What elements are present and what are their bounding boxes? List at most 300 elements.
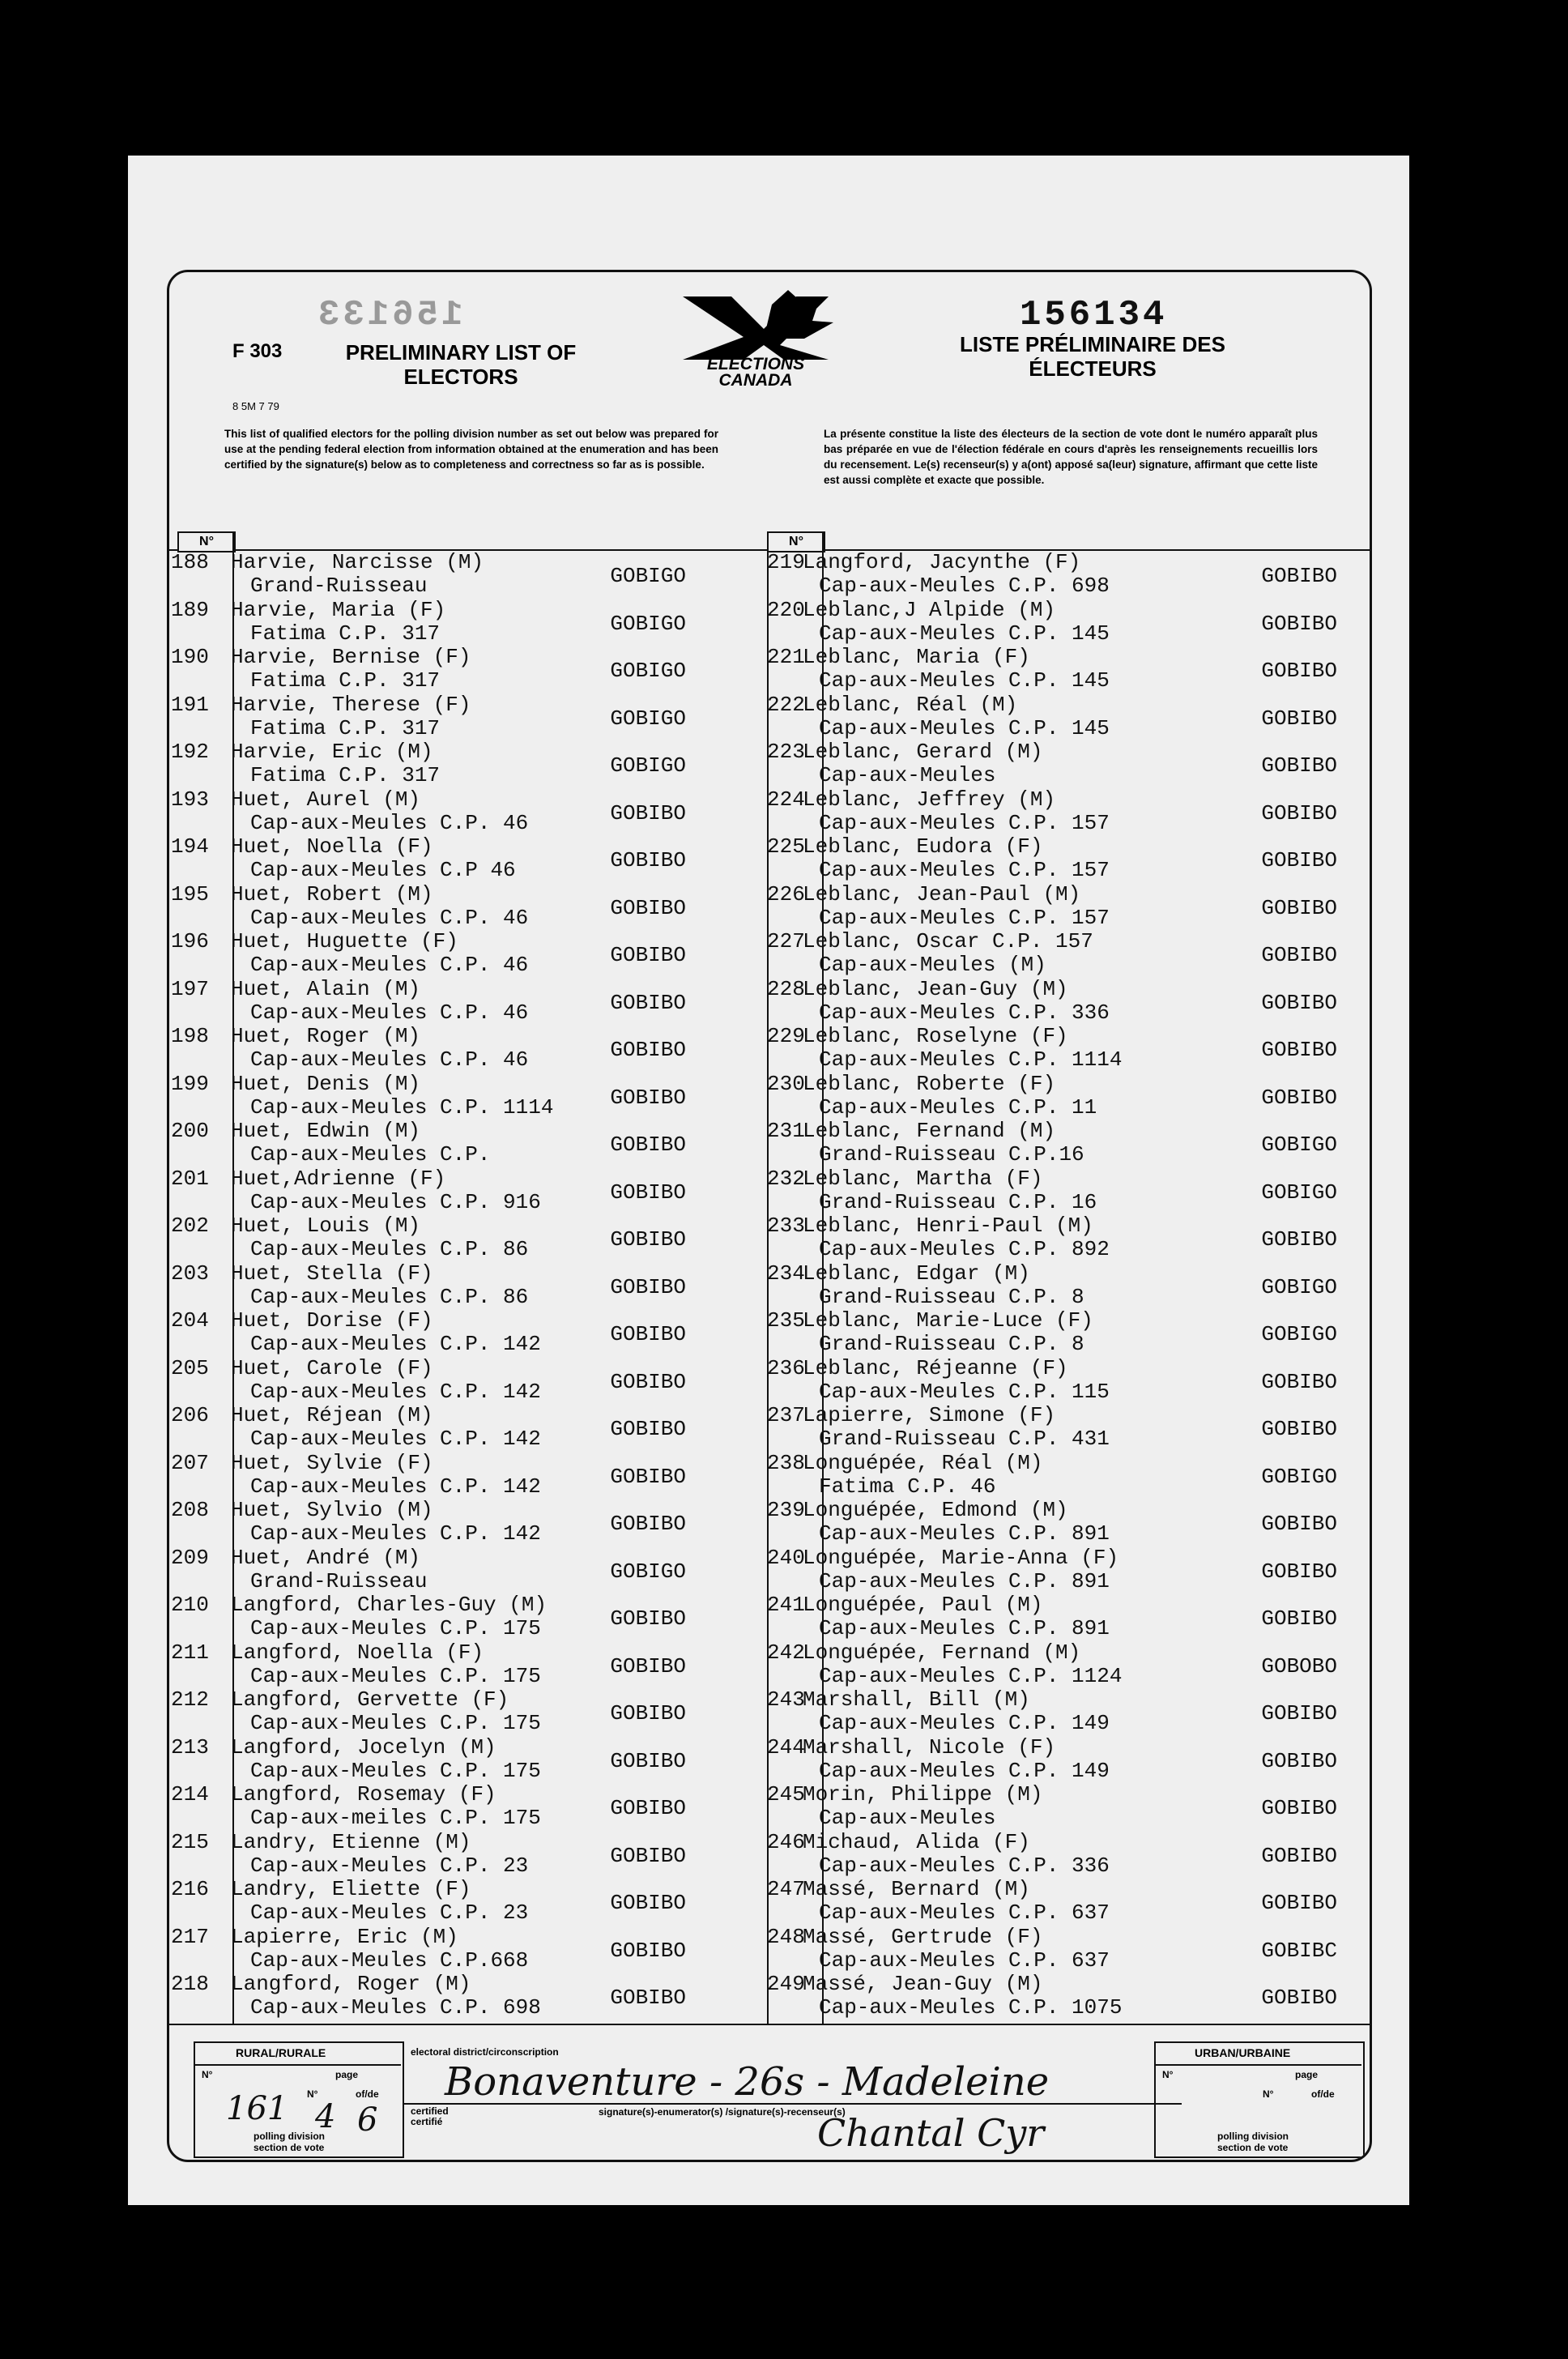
elector-number: 217 bbox=[171, 1924, 209, 1949]
elector-address: Cap-aux-Meules C.P. bbox=[250, 1142, 491, 1167]
elector-name: Massé, Bernard (M) bbox=[803, 1877, 1030, 1901]
urban-no-label: N° bbox=[1162, 2069, 1174, 2080]
certified-label: certified certifié bbox=[411, 2105, 449, 2127]
rural-section-de-vote: section de vote bbox=[254, 2142, 325, 2153]
elector-postal-code: GOBIBO bbox=[1261, 1369, 1337, 1394]
elector-row bbox=[767, 1498, 1370, 1546]
elector-number: 193 bbox=[171, 787, 209, 812]
elector-number: 232 bbox=[767, 1166, 805, 1191]
polling-division-number: 161 bbox=[226, 2090, 288, 2127]
elector-postal-code: GOBIBO bbox=[1261, 1748, 1337, 1773]
elector-number: 240 bbox=[767, 1545, 805, 1570]
elector-name: Leblanc, Fernand (M) bbox=[803, 1119, 1056, 1143]
elector-row bbox=[169, 1452, 767, 1499]
elector-row bbox=[169, 1262, 767, 1309]
elector-name: Langford, Roger (M) bbox=[231, 1972, 471, 1996]
elector-name: Leblanc, Réal (M) bbox=[803, 692, 1018, 717]
elector-address: Cap-aux-Meules C.P. 142 bbox=[250, 1474, 541, 1499]
elector-row bbox=[767, 645, 1370, 693]
elector-number: 221 bbox=[767, 645, 805, 669]
elector-postal-code: GOBOBO bbox=[1261, 1653, 1337, 1679]
elector-number: 243 bbox=[767, 1687, 805, 1712]
elector-row bbox=[767, 1119, 1370, 1167]
elector-address: Cap-aux-Meules C.P. 891 bbox=[819, 1616, 1110, 1640]
elector-address: Cap-aux-Meules C.P. 86 bbox=[250, 1237, 529, 1261]
elector-row bbox=[767, 1071, 1370, 1120]
elector-address: Cap-aux-Meules C.P.668 bbox=[250, 1947, 529, 1973]
elector-name: Landry, Eliette (F) bbox=[231, 1877, 471, 1901]
elector-number: 199 bbox=[171, 1071, 209, 1096]
elector-number: 226 bbox=[767, 881, 805, 906]
elector-address: Fatima C.P. 317 bbox=[250, 763, 441, 787]
elector-address: Cap-aux-Meules C.P. 891 bbox=[819, 1521, 1110, 1546]
logo-text-canada: CANADA bbox=[718, 371, 793, 390]
rural-of-label: of/de bbox=[356, 2088, 379, 2100]
district-rule bbox=[404, 2103, 1182, 2105]
elector-name: Leblanc, Eudora (F) bbox=[803, 834, 1043, 859]
elector-postal-code: GOBIBO bbox=[610, 1369, 686, 1394]
elector-number: 190 bbox=[171, 645, 209, 669]
elector-row bbox=[169, 1688, 767, 1735]
elector-name: Langford, Noella (F) bbox=[231, 1640, 484, 1665]
elector-row bbox=[767, 1924, 1370, 1973]
elector-address: Cap-aux-Meules C.P. 142 bbox=[250, 1521, 541, 1546]
elector-number: 237 bbox=[767, 1403, 805, 1427]
elector-postal-code: GOBIBO bbox=[1261, 1843, 1337, 1868]
elector-address: Cap-aux-Meules C.P. 46 bbox=[250, 905, 529, 930]
elector-name: Marshall, Nicole (F) bbox=[803, 1734, 1056, 1760]
elector-name: Leblanc, Réjeanne (F) bbox=[803, 1355, 1068, 1380]
elector-number: 191 bbox=[171, 692, 209, 717]
elector-row bbox=[767, 740, 1370, 787]
elector-row bbox=[169, 1926, 767, 1973]
elector-row bbox=[767, 1972, 1370, 2020]
rural-no-label: N° bbox=[202, 2069, 213, 2080]
elector-number: 223 bbox=[767, 740, 805, 764]
logo-text-elections: ELECTIONS bbox=[706, 355, 805, 373]
elector-number: 192 bbox=[171, 740, 209, 764]
elector-row bbox=[169, 1167, 767, 1214]
elector-name: Leblanc, Roberte (F) bbox=[803, 1071, 1056, 1096]
elector-postal-code: GOBIBO bbox=[1261, 1038, 1337, 1062]
elector-row bbox=[169, 788, 767, 835]
elector-postal-code: GOBIBO bbox=[1261, 1417, 1337, 1441]
elector-address: Cap-aux-Meules C.P. 698 bbox=[819, 574, 1110, 598]
elector-row bbox=[767, 1640, 1370, 1688]
elector-number: 215 bbox=[171, 1829, 209, 1854]
elector-number: 234 bbox=[767, 1261, 805, 1286]
elector-address: Cap-aux-Meules C.P. 23 bbox=[250, 1853, 529, 1878]
right-electors-column bbox=[767, 550, 1370, 2024]
serial-number: 156134 bbox=[1020, 295, 1168, 335]
elector-row bbox=[169, 883, 767, 930]
logo-text bbox=[675, 356, 837, 389]
elector-row bbox=[767, 1261, 1370, 1309]
elector-name: Huet, Robert (M) bbox=[231, 881, 433, 906]
elector-address: Cap-aux-Meules C.P. 336 bbox=[819, 1853, 1110, 1878]
elector-name: Longuépée, Edmond (M) bbox=[803, 1498, 1068, 1522]
elector-postal-code: GOBIGO bbox=[1261, 1464, 1337, 1489]
elector-name: Harvie, Therese (F) bbox=[231, 692, 471, 717]
elector-name: Huet, Carole (F) bbox=[231, 1355, 433, 1380]
elector-postal-code: GOBIBO bbox=[1261, 848, 1337, 872]
elector-name: Leblanc, Jean-Guy (M) bbox=[803, 976, 1068, 1001]
elector-number: 196 bbox=[171, 929, 209, 953]
elector-name: Leblanc, Edgar (M) bbox=[803, 1261, 1030, 1286]
elector-row bbox=[169, 646, 767, 693]
elector-name: Huet, Sylvie (F) bbox=[231, 1450, 433, 1475]
elector-row bbox=[767, 1782, 1370, 1830]
elector-postal-code: GOBIBO bbox=[610, 1891, 686, 1915]
electors-form bbox=[167, 270, 1372, 2162]
elector-name: Leblanc, Roselyne (F) bbox=[803, 1024, 1068, 1048]
elector-name: Huet, Huguette (F) bbox=[231, 929, 458, 953]
elector-postal-code: GOBIBC bbox=[1261, 1938, 1337, 1963]
elector-number: 242 bbox=[767, 1640, 805, 1665]
elector-number: 210 bbox=[171, 1593, 209, 1617]
elector-number: 214 bbox=[171, 1782, 209, 1807]
elector-address: Cap-aux-Meules C.P. 115 bbox=[819, 1379, 1110, 1404]
elector-row bbox=[767, 1403, 1370, 1451]
elector-postal-code: GOBIBO bbox=[1261, 1512, 1337, 1536]
elector-address: Cap-aux-Meules C.P. 11 bbox=[819, 1094, 1097, 1120]
elector-number: 225 bbox=[767, 834, 805, 859]
elector-number: 224 bbox=[767, 787, 805, 812]
elector-address: Fatima C.P. 46 bbox=[819, 1474, 996, 1499]
rural-label: RURAL/RURALE bbox=[236, 2046, 326, 2059]
elector-postal-code: GOBIBO bbox=[610, 1701, 686, 1726]
elector-row bbox=[767, 1166, 1370, 1214]
elector-address: Cap-aux-Meules C.P. 46 bbox=[250, 810, 529, 835]
elector-postal-code: GOBIBO bbox=[1261, 1606, 1337, 1631]
elector-number: 211 bbox=[171, 1640, 209, 1665]
elector-name: Langford, Gervette (F) bbox=[231, 1687, 509, 1712]
elector-number: 200 bbox=[171, 1119, 209, 1143]
sub-code: 8 5M 7 79 bbox=[232, 400, 279, 412]
elector-postal-code: GOBIBO bbox=[1261, 753, 1337, 778]
elector-postal-code: GOBIBO bbox=[1261, 659, 1337, 683]
elector-row bbox=[169, 693, 767, 740]
elector-number: 202 bbox=[171, 1214, 209, 1238]
elector-row bbox=[767, 1877, 1370, 1925]
elector-number: 222 bbox=[767, 692, 805, 717]
elector-row bbox=[767, 1024, 1370, 1072]
elector-address: Grand-Ruisseau C.P. 8 bbox=[819, 1284, 1084, 1309]
elector-name: Huet, Roger (M) bbox=[231, 1024, 421, 1048]
elector-postal-code: GOBIGO bbox=[610, 564, 686, 588]
elector-name: Longuépée, Fernand (M) bbox=[803, 1640, 1081, 1665]
elector-postal-code: GOBIBO bbox=[610, 1843, 686, 1868]
elector-address: Cap-aux-meiles C.P. 175 bbox=[250, 1806, 541, 1830]
elector-name: Massé, Gertrude (F) bbox=[803, 1924, 1043, 1949]
elector-postal-code: GOBIBO bbox=[610, 1038, 686, 1062]
elector-address: Cap-aux-Meules C.P. 157 bbox=[819, 905, 1110, 930]
elector-name: Leblanc, Marie-Luce (F) bbox=[803, 1308, 1093, 1333]
elector-number: 220 bbox=[767, 597, 805, 622]
elector-number: 244 bbox=[767, 1734, 805, 1760]
paragraph-french: La présente constitue la liste des électeurs de la section de vote dont le numéro apparaît plus bas préparée en vue de l'élection fédérale en cours d'après les renseignements recueillis lors du recensement. Le(s) recenseur(s) y a(ont) apposé sa(leur) signature, affirmant que cette liste est aussi complète et exacte que possible. bbox=[824, 428, 1318, 486]
elector-address: Cap-aux-Meules C.P. 149 bbox=[819, 1758, 1110, 1783]
signature-label: signature(s)-enumerator(s) /signature(s)-recenseur(s) bbox=[599, 2106, 846, 2118]
elector-postal-code: GOBIGO bbox=[610, 659, 686, 683]
elector-row bbox=[767, 976, 1370, 1025]
elector-postal-code: GOBIBO bbox=[1261, 564, 1337, 588]
elector-postal-code: GOBIBO bbox=[610, 1748, 686, 1773]
elector-name: Leblanc, Oscar C.P. 157 bbox=[803, 929, 1093, 953]
elector-number: 227 bbox=[767, 929, 805, 953]
elector-name: Huet, Edwin (M) bbox=[231, 1119, 421, 1143]
elector-row bbox=[767, 1734, 1370, 1783]
elector-number: 228 bbox=[767, 976, 805, 1001]
elector-postal-code: GOBIBO bbox=[1261, 990, 1337, 1015]
elector-name: Huet, Alain (M) bbox=[231, 976, 421, 1001]
elector-address: Cap-aux-Meules C.P. 46 bbox=[250, 1000, 529, 1025]
elector-row bbox=[169, 835, 767, 882]
electoral-district-handwritten: Bonaventure - 26s - Madeleine bbox=[445, 2059, 1050, 2105]
mirrored-serial-number: 156133 bbox=[315, 295, 463, 335]
elector-name: Langford, Charles-Guy (M) bbox=[231, 1593, 548, 1617]
electoral-district-label: electoral district/circonscription bbox=[411, 2046, 559, 2058]
elector-number: 198 bbox=[171, 1024, 209, 1048]
elector-postal-code: GOBIBO bbox=[1261, 611, 1337, 636]
column-header-no-left: N° bbox=[177, 531, 236, 552]
elector-row bbox=[767, 1687, 1370, 1735]
elector-name: Huet,Adrienne (F) bbox=[231, 1166, 446, 1191]
rural-no-small: N° bbox=[307, 2088, 318, 2100]
elector-postal-code: GOBIBO bbox=[610, 1464, 686, 1489]
elector-address: Grand-Ruisseau C.P. 8 bbox=[819, 1332, 1084, 1356]
elector-name: Huet, Sylvio (M) bbox=[231, 1498, 433, 1522]
elector-postal-code: GOBIBO bbox=[1261, 895, 1337, 920]
elector-row bbox=[767, 1308, 1370, 1356]
elector-address: Cap-aux-Meules C.P. 157 bbox=[819, 858, 1110, 882]
elector-address: Cap-aux-Meules C.P. 175 bbox=[250, 1758, 541, 1783]
elector-row bbox=[169, 1357, 767, 1404]
elector-number: 205 bbox=[171, 1355, 209, 1380]
elector-address: Cap-aux-Meules C.P 46 bbox=[250, 858, 516, 882]
elector-row bbox=[169, 1404, 767, 1451]
elector-postal-code: GOBIBO bbox=[1261, 706, 1337, 731]
elector-row bbox=[169, 599, 767, 646]
urban-section-de-vote: section de vote bbox=[1217, 2142, 1289, 2153]
elector-address: Cap-aux-Meules C.P. 145 bbox=[819, 715, 1110, 740]
elector-number: 246 bbox=[767, 1829, 805, 1854]
elector-postal-code: GOBIBO bbox=[610, 1512, 686, 1536]
elector-number: 213 bbox=[171, 1734, 209, 1760]
elector-postal-code: GOBIBO bbox=[610, 1417, 686, 1441]
rural-rule bbox=[194, 2064, 401, 2066]
elector-postal-code: GOBIBO bbox=[610, 943, 686, 967]
elector-name: Harvie, Eric (M) bbox=[231, 740, 433, 764]
elector-row bbox=[767, 692, 1370, 740]
elector-row bbox=[169, 1073, 767, 1120]
elector-address: Fatima C.P. 317 bbox=[250, 715, 441, 740]
elector-postal-code: GOBIGO bbox=[1261, 1133, 1337, 1157]
elector-row bbox=[767, 1450, 1370, 1499]
elector-postal-code: GOBIBO bbox=[1261, 943, 1337, 967]
elector-row bbox=[169, 1309, 767, 1356]
elector-address: Cap-aux-Meules C.P. 916 bbox=[250, 1189, 541, 1214]
elector-address: Cap-aux-Meules C.P. 637 bbox=[819, 1947, 1110, 1973]
elector-postal-code: GOBIGO bbox=[1261, 1180, 1337, 1205]
elections-canada-logo bbox=[675, 288, 837, 402]
elector-name: Harvie, Maria (F) bbox=[231, 597, 446, 622]
elector-name: Lapierre, Eric (M) bbox=[231, 1924, 458, 1949]
elector-address: Cap-aux-Meules C.P. 891 bbox=[819, 1568, 1110, 1593]
elector-address: Cap-aux-Meules C.P. 46 bbox=[250, 1047, 529, 1072]
elector-number: 189 bbox=[171, 597, 209, 622]
elector-number: 194 bbox=[171, 834, 209, 859]
elector-postal-code: GOBIBO bbox=[610, 990, 686, 1015]
elector-address: Grand-Ruisseau C.P. 16 bbox=[819, 1189, 1097, 1214]
elector-number: 212 bbox=[171, 1687, 209, 1712]
elector-number: 239 bbox=[767, 1498, 805, 1522]
elector-postal-code: GOBIBO bbox=[610, 1606, 686, 1631]
enumerator-signature: Chantal Cyr bbox=[817, 2111, 1045, 2155]
elector-address: Cap-aux-Meules C.P. 142 bbox=[250, 1332, 541, 1356]
elector-postal-code: GOBIBO bbox=[610, 800, 686, 825]
elector-address: Cap-aux-Meules C.P. 142 bbox=[250, 1379, 541, 1404]
elector-row bbox=[169, 1641, 767, 1688]
elector-row bbox=[169, 551, 767, 598]
elector-postal-code: GOBIBO bbox=[610, 1653, 686, 1679]
elector-name: Leblanc, Maria (F) bbox=[803, 645, 1030, 669]
elector-row bbox=[169, 1025, 767, 1072]
elector-name: Massé, Jean-Guy (M) bbox=[803, 1972, 1043, 1996]
elector-row bbox=[169, 930, 767, 977]
elector-number: 208 bbox=[171, 1498, 209, 1522]
elector-number: 203 bbox=[171, 1261, 209, 1286]
elector-row bbox=[767, 1593, 1370, 1640]
page-number: 4 bbox=[315, 2098, 336, 2135]
elector-name: Huet, Denis (M) bbox=[231, 1071, 421, 1096]
elector-number: 236 bbox=[767, 1355, 805, 1380]
elector-row bbox=[169, 1546, 767, 1593]
elector-postal-code: GOBIGO bbox=[1261, 1274, 1337, 1299]
elector-address: Grand-Ruisseau C.P. 431 bbox=[819, 1427, 1110, 1451]
elector-name: Huet, Dorise (F) bbox=[231, 1308, 433, 1333]
elector-number: 249 bbox=[767, 1972, 805, 1996]
elector-address: Cap-aux-Meules C.P. 175 bbox=[250, 1616, 541, 1640]
elector-row bbox=[169, 1783, 767, 1830]
elector-address: Grand-Ruisseau bbox=[250, 574, 428, 598]
elector-address: Cap-aux-Meules (M) bbox=[819, 953, 1046, 977]
elector-name: Michaud, Alida (F) bbox=[803, 1829, 1030, 1854]
elector-row bbox=[169, 1499, 767, 1546]
elector-number: 207 bbox=[171, 1450, 209, 1475]
elector-row bbox=[169, 1973, 767, 2020]
elector-number: 218 bbox=[171, 1972, 209, 1996]
elector-row bbox=[767, 597, 1370, 646]
elector-address: Cap-aux-Meules C.P. 46 bbox=[250, 953, 529, 977]
elector-row bbox=[169, 740, 767, 787]
elector-postal-code: GOBIBO bbox=[610, 1227, 686, 1252]
elector-address: Cap-aux-Meules C.P. 23 bbox=[250, 1900, 529, 1925]
elector-number: 245 bbox=[767, 1782, 805, 1807]
elector-name: Huet, Aurel (M) bbox=[231, 787, 421, 812]
elector-address: Cap-aux-Meules bbox=[819, 763, 996, 787]
form-code: F 303 bbox=[232, 340, 283, 362]
elector-address: Cap-aux-Meules C.P. 1124 bbox=[819, 1663, 1123, 1688]
elector-postal-code: GOBIBO bbox=[1261, 1559, 1337, 1584]
elector-row bbox=[767, 834, 1370, 882]
title-english: PRELIMINARY LIST OF ELECTORS bbox=[345, 340, 577, 389]
elector-address: Cap-aux-Meules C.P. 149 bbox=[819, 1711, 1110, 1735]
elector-postal-code: GOBIBO bbox=[1261, 1986, 1337, 2010]
elector-name: Langford, Jacynthe (F) bbox=[803, 550, 1081, 574]
elector-address: Cap-aux-Meules C.P. 157 bbox=[819, 810, 1110, 835]
elector-address: Cap-aux-Meules C.P. 145 bbox=[819, 621, 1110, 646]
elector-name: Leblanc, Gerard (M) bbox=[803, 740, 1043, 764]
paragraph-english: This list of qualified electors for the polling division number as set out below was prepared for use at the pending federal election from information obtained at the enumeration and has been certified by the signature(s) below as to completeness and correctness so far as is possible. bbox=[224, 428, 718, 471]
elector-name: Leblanc, Martha (F) bbox=[803, 1166, 1043, 1191]
elector-row bbox=[169, 1736, 767, 1783]
elector-postal-code: GOBIBO bbox=[610, 1180, 686, 1205]
elector-number: 201 bbox=[171, 1166, 209, 1191]
elector-row bbox=[169, 978, 767, 1025]
elector-postal-code: GOBIBO bbox=[610, 1133, 686, 1157]
elector-name: Leblanc,J Alpide (M) bbox=[803, 597, 1056, 622]
elector-number: 247 bbox=[767, 1877, 805, 1901]
elector-postal-code: GOBIBO bbox=[610, 1085, 686, 1110]
elector-number: 230 bbox=[767, 1071, 805, 1096]
elector-row bbox=[169, 1593, 767, 1640]
elector-address: Cap-aux-Meules C.P. 336 bbox=[819, 1000, 1110, 1025]
elector-number: 188 bbox=[171, 550, 209, 574]
elector-name: Marshall, Bill (M) bbox=[803, 1687, 1030, 1712]
elector-name: Huet, Stella (F) bbox=[231, 1261, 433, 1286]
elector-address: Grand-Ruisseau C.P.16 bbox=[819, 1142, 1084, 1167]
elector-postal-code: GOBIBO bbox=[1261, 1891, 1337, 1915]
footer-divider bbox=[169, 2024, 1370, 2025]
elector-name: Huet, Louis (M) bbox=[231, 1214, 421, 1238]
elector-number: 197 bbox=[171, 976, 209, 1001]
elector-name: Langford, Jocelyn (M) bbox=[231, 1734, 496, 1760]
elector-address: Cap-aux-Meules C.P. 1114 bbox=[819, 1047, 1123, 1072]
elector-row bbox=[767, 1214, 1370, 1261]
elector-address: Cap-aux-Meules C.P. 892 bbox=[819, 1237, 1110, 1261]
elector-address: Cap-aux-Meules C.P. 698 bbox=[250, 1995, 541, 2020]
elector-postal-code: GOBIGO bbox=[610, 706, 686, 731]
elector-name: Landry, Etienne (M) bbox=[231, 1829, 471, 1854]
elector-name: Lapierre, Simone (F) bbox=[803, 1403, 1056, 1427]
elector-name: Harvie, Bernise (F) bbox=[231, 645, 471, 669]
elector-row bbox=[169, 1214, 767, 1261]
elector-postal-code: GOBIBO bbox=[1261, 1227, 1337, 1252]
elector-address: Cap-aux-Meules C.P. 175 bbox=[250, 1663, 541, 1688]
elector-address: Cap-aux-Meules bbox=[819, 1806, 996, 1830]
elector-address: Cap-aux-Meules C.P. 1075 bbox=[819, 1995, 1123, 2020]
rural-polling-division: polling division bbox=[254, 2131, 325, 2142]
elector-postal-code: GOBIBO bbox=[610, 1938, 686, 1963]
elector-name: Huet, Noella (F) bbox=[231, 834, 433, 859]
urban-of-label: of/de bbox=[1311, 2088, 1335, 2100]
elector-name: Morin, Philippe (M) bbox=[803, 1782, 1043, 1807]
elector-address: Cap-aux-Meules C.P. 637 bbox=[819, 1900, 1110, 1925]
elector-row bbox=[767, 550, 1370, 598]
elector-row bbox=[767, 1545, 1370, 1593]
elector-number: 229 bbox=[767, 1024, 805, 1048]
elector-postal-code: GOBIBO bbox=[610, 895, 686, 920]
title-french: LISTE PRÉLIMINAIRE DES ÉLECTEURS bbox=[960, 332, 1225, 381]
maple-leaf-x-icon bbox=[675, 288, 837, 361]
elector-number: 248 bbox=[767, 1924, 805, 1949]
elector-postal-code: GOBIBO bbox=[1261, 1701, 1337, 1726]
page-of: 6 bbox=[357, 2101, 378, 2139]
form-footer bbox=[169, 2041, 1370, 2160]
elector-address: Fatima C.P. 317 bbox=[250, 621, 441, 646]
elector-address: Cap-aux-Meules C.P. 142 bbox=[250, 1427, 541, 1451]
